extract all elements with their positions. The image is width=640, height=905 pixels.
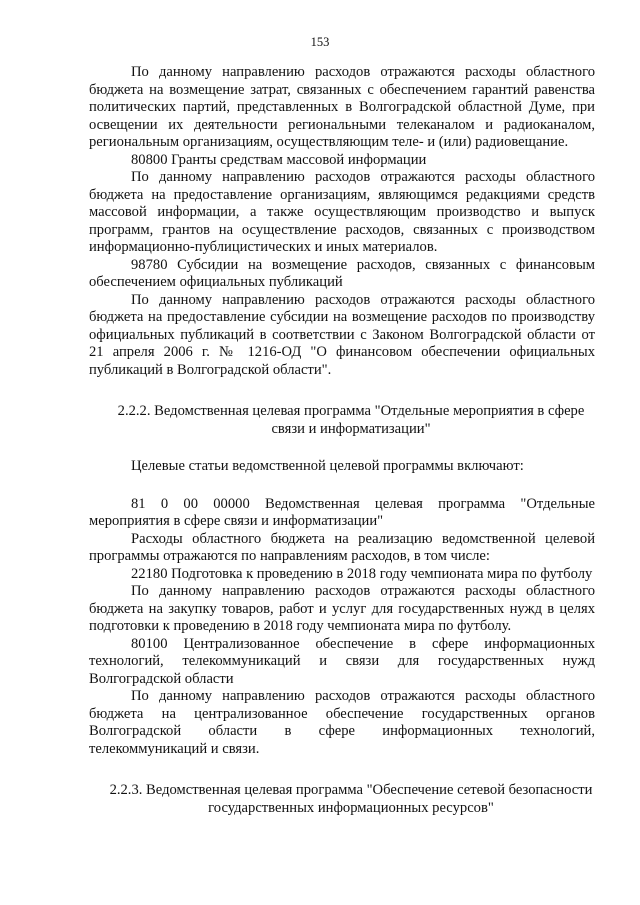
spacer [89,379,595,403]
paragraph: 98780 Субсидии на возмещение расходов, связанных с финансовым обеспечением официальных публикаций [89,256,595,290]
paragraph: 80100 Централизованное обеспечение в сфере информационных технологий, телекоммуникаций и связи для государственных нужд Волгоградской области [89,635,595,687]
paragraph: 22180 Подготовка к проведению в 2018 году чемпионата мира по футболу [131,565,593,582]
paragraph: Расходы областного бюджета на реализацию ведомственной целевой программы отражаются по направлениям расходов, в том числе: [89,530,595,564]
spacer [89,758,595,782]
section-heading: 2.2.2. Ведомственная целевая программа "Отдельные мероприятия в сфере связи и информатизации" [117,403,585,437]
paragraph: По данному направлению расходов отражаются расходы областного бюджета на возмещение затрат, связанных с обеспечением гарантий равенства политических партий, представленных в Волгоградской областной Думе, при освещении их деятельности региональными телеканалом и радиоканалом, региональным организациям, осуществляющим теле- и (или) радиовещание. [89,64,595,150]
page-number: 153 [310,35,330,49]
section-heading: 2.2.3. Ведомственная целевая программа "Обеспечение сетевой безопасности государственных информационных ресурсов" [109,782,593,816]
paragraph: По данному направлению расходов отражаются расходы областного бюджета на закупку товаров, работ и услуг для государственных нужд в целях подготовки к проведению в 2018 году чемпионата мира по футболу. [89,583,595,634]
paragraph: 81 0 00 00000 Ведомственная целевая программа "Отдельные мероприятия в сфере связи и информатизации" [89,495,595,529]
paragraph: По данному направлению расходов отражаются расходы областного бюджета на предоставление организациям, являющимся редакциями средств массовой информации, а также осуществляющим производство и выпуск программ, грантов на осуществление расходов, связанных с производством информационно-публицистических и иных материалов. [89,169,595,255]
spacer [89,476,595,496]
document-body [89,64,595,817]
spacer [89,438,595,458]
paragraph: По данному направлению расходов отражаются расходы областного бюджета на централизованное обеспечение государственных органов Волгоградской области в сфере информационных технологий, телекоммуникаций и связи. [89,688,595,757]
paragraph: По данному направлению расходов отражаются расходы областного бюджета на предоставление субсидии на возмещение расходов по производству официальных публикаций в соответствии с Законом Волгоградской области от 21 апреля 2006 г. № 1216-ОД "О финансовом обеспечении официальных публикаций в Волгоградской области". [89,291,595,378]
paragraph: Целевые статьи ведомственной целевой программы включают: [131,458,524,474]
paragraph: 80800 Гранты средствам массовой информации [131,151,427,168]
